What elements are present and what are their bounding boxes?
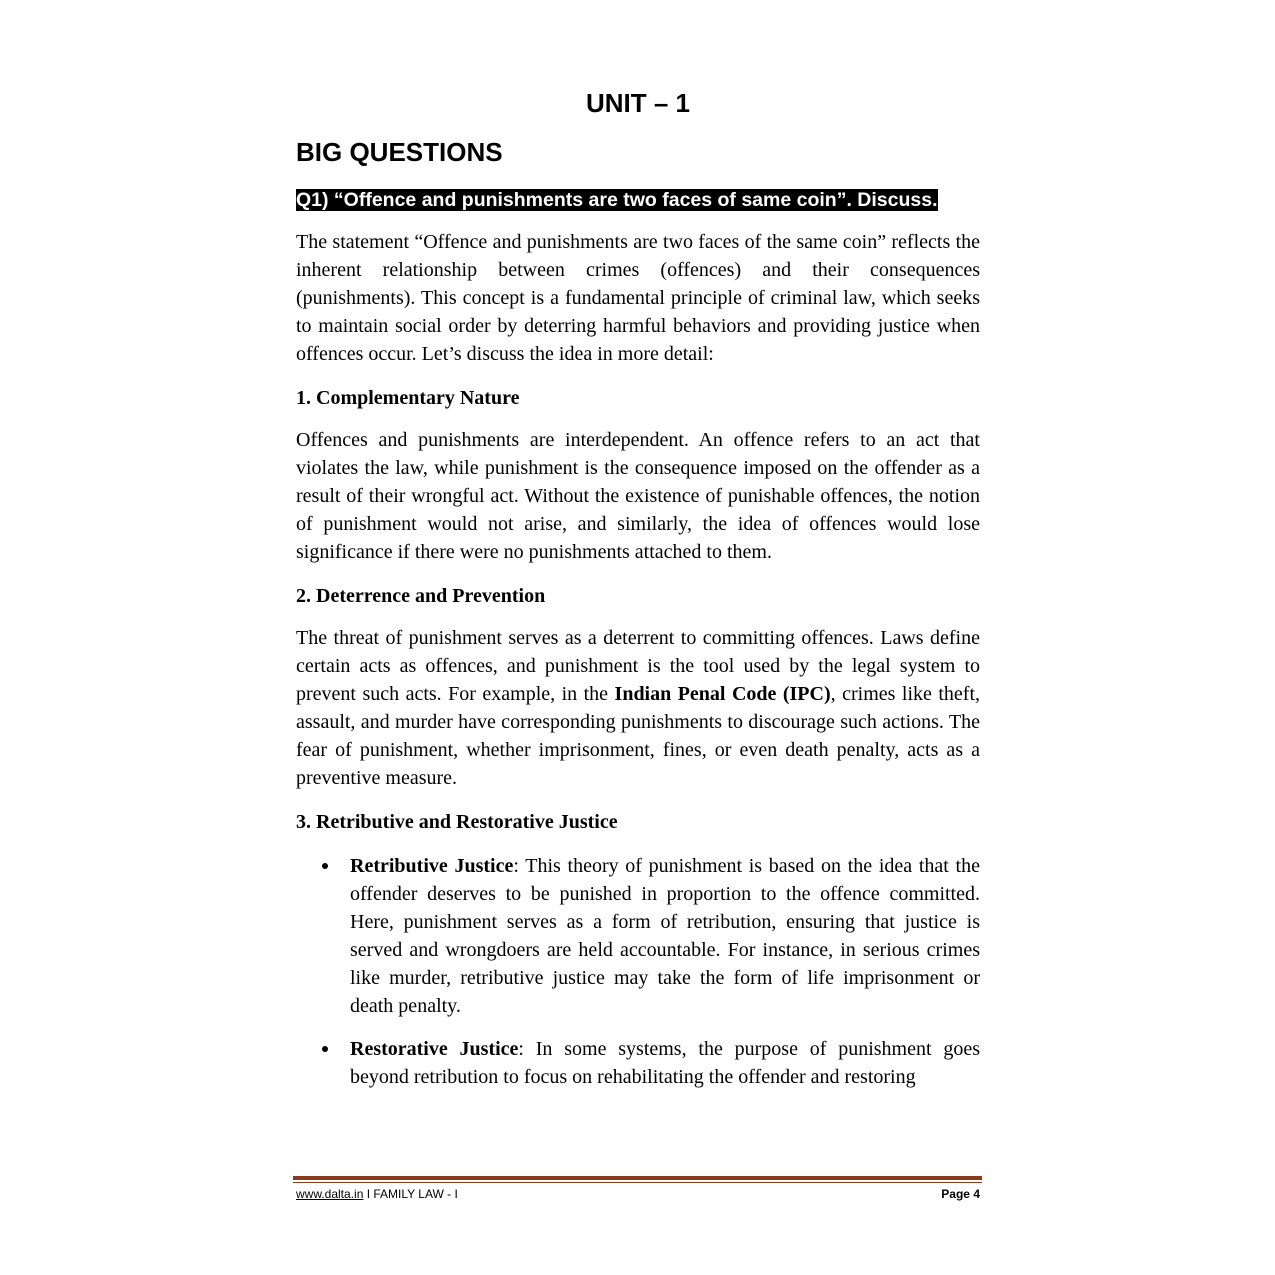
question-text: Q1) “Offence and punishments are two faces of same coin”. Discuss. [296,189,938,211]
page-footer [296,1186,980,1202]
page-content [296,82,980,1106]
bullet-text: : In some systems, the purpose of punishment goes beyond retribution to focus on rehabilitating the offender and restoring [350,1038,980,1088]
list-item [296,1035,980,1091]
ipc-bold-term: Indian Penal Code (IPC) [614,683,831,705]
page-number: Page 4 [941,1187,980,1201]
bullet-icon [322,1046,328,1052]
intro-paragraph: The statement “Offence and punishments are two faces of the same coin” reflects the inherent relationship between crimes (offences) and their consequences (punishments). This concept is a fundamental principle of criminal law, which seeks to maintain social order by deterring harmful behaviors and providing justice when offences occur. Let’s discuss the idea in more detail: [296,231,980,365]
section-heading-complementary: 1. Complementary Nature [296,387,520,409]
bullet-text: : This theory of punishment is based on the idea that the offender deserves to be punished in proportion to the offence committed. Here, punishment serves as a form of retribution, ensuring that justice is served and wrongdoers are held accountable. For instance, in serious crimes like murder, retributive justice may take the form of life imprisonment or death penalty. [350,855,980,1017]
bullet-term: Restorative Justice [350,1038,519,1060]
footer-doc-title: I FAMILY LAW - I [363,1187,458,1201]
deterrence-text-before: The threat of punishment serves as a deterrent to committing offences. Laws define certain acts as offences, and punishment is the tool used by the legal system to prevent such acts. For example, in the [296,627,980,705]
deterrence-text-after: , crimes like theft, assault, and murder have corresponding punishments to discourage such actions. The fear of punishment, whether imprisonment, fines, or even death penalty, acts as a preventive measure. [296,683,980,789]
question-heading [296,186,980,214]
bullet-icon [322,863,328,869]
justice-bullet-list [296,852,980,1091]
unit-title: UNIT – 1 [585,88,691,118]
section-heading-deterrence: 2. Deterrence and Prevention [296,585,546,607]
list-item [296,852,980,1020]
footer-site-link[interactable]: www.dalta.in [296,1187,364,1201]
footer-divider-thin [293,1182,982,1183]
section-heading-justice: 3. Retributive and Restorative Justice [296,811,618,833]
section-title: BIG QUESTIONS [296,137,503,167]
section-body-deterrence [296,624,980,792]
section-body-complementary: Offences and punishments are interdependent. An offence refers to an act that violates the law, while punishment is the consequence imposed on the offender as a result of their wrongful act. Without the existence of punishable offences, the notion of punishment would not arise, and similarly, the idea of offences would lose significance if there were no punishments attached to them. [296,429,980,563]
bullet-term: Retributive Justice [350,855,514,877]
footer-divider [293,1176,982,1180]
